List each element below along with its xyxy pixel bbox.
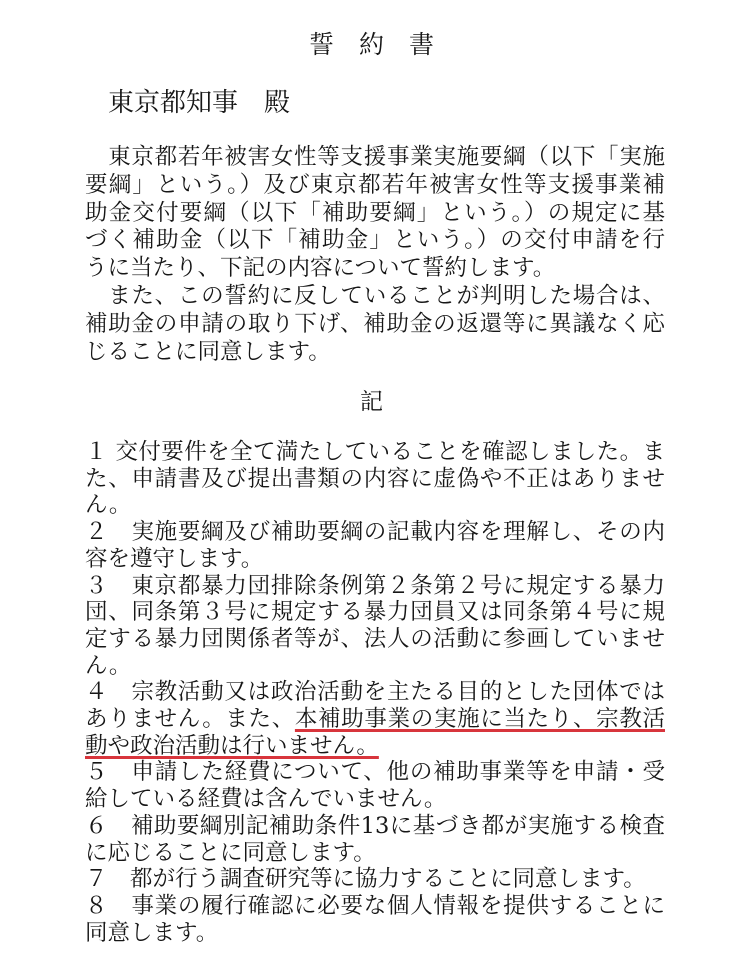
pledge-item-6 (85, 813, 665, 866)
document-title: 誓 約 書 (308, 30, 434, 59)
item-line: に応じることに同意します。 (85, 839, 376, 866)
paragraph-line: また、この誓約に反していることが判明した場合は、 (85, 282, 665, 309)
pledge-item-5 (85, 759, 665, 812)
body-paragraphs (85, 144, 665, 366)
item-line: １ 交付要件を全て満たしていることを確認しました。ま (85, 439, 665, 465)
paragraph-line: うに当たり、下記の内容について誓約します。 (85, 255, 556, 282)
item-line (85, 733, 665, 760)
item-line: 容を遵守します。 (85, 545, 264, 572)
paragraph-1 (85, 144, 665, 283)
item-line: ん。 (85, 492, 132, 519)
paragraph-line: 要綱」という。）及び東京都若年被害女性等支援事業補 (85, 171, 665, 198)
section-mark: 記 (360, 389, 383, 415)
item-line: ん。 (85, 652, 132, 679)
red-underlined-text: 動や政治活動は行いません。 (85, 732, 379, 759)
item-line: ７ 都が行う調査研究等に協力することに同意します。 (85, 866, 646, 893)
item-line: ３ 東京都暴力団排除条例第２条第２号に規定する暴力 (85, 572, 665, 599)
item-line: 給している経費は含んでいません。 (85, 786, 447, 813)
paragraph-line: づく補助金（以下「補助金」という。）の交付申請を行 (85, 227, 665, 254)
item-line: た、申請書及び提出書類の内容に虚偽や不正はありませ (85, 465, 665, 492)
item-line: 団、同条第３号に規定する暴力団員又は同条第４号に規 (85, 599, 665, 626)
paragraph-2 (85, 283, 665, 366)
paragraph-line: 助金交付要綱（以下「補助要綱」という。）の規定に基 (85, 199, 665, 226)
item-line: ８ 事業の履行確認に必要な個人情報を提供することに (85, 892, 665, 919)
item-line: 同意します。 (85, 919, 219, 946)
paragraph-line: じることに同意します。 (85, 338, 331, 365)
pledge-item-3 (85, 573, 665, 680)
pledge-item-7 (85, 866, 665, 893)
pledge-item-1 (85, 439, 665, 519)
red-underlined-text: 本補助事業の実施に当たり、宗教活 (294, 706, 665, 733)
pledge-item-2 (85, 519, 665, 572)
paragraph-line: 東京都若年被害女性等支援事業実施要綱（以下「実施 (85, 144, 665, 170)
item-line: ４ 宗教活動又は政治活動を主たる目的とした団体では (85, 679, 665, 706)
item-line (85, 706, 665, 733)
text-segment: ありません。また、 (85, 706, 295, 733)
pledge-item-8 (85, 893, 665, 946)
pledge-item-4 (85, 679, 665, 759)
item-line: 定する暴力団関係者等が、法人の活動に参画していませ (85, 625, 665, 652)
item-line: ６ 補助要綱別記補助条件13に基づき都が実施する検査 (85, 812, 665, 839)
addressee: 東京都知事 殿 (108, 88, 291, 118)
paragraph-line: 補助金の申請の取り下げ、補助金の返還等に異議なく応 (85, 310, 665, 337)
item-line: ５ 申請した経費について、他の補助事業等を申請・受 (85, 759, 665, 786)
pledge-items-list (85, 439, 665, 946)
item-line: ２ 実施要綱及び補助要綱の記載内容を理解し、その内 (85, 519, 665, 546)
